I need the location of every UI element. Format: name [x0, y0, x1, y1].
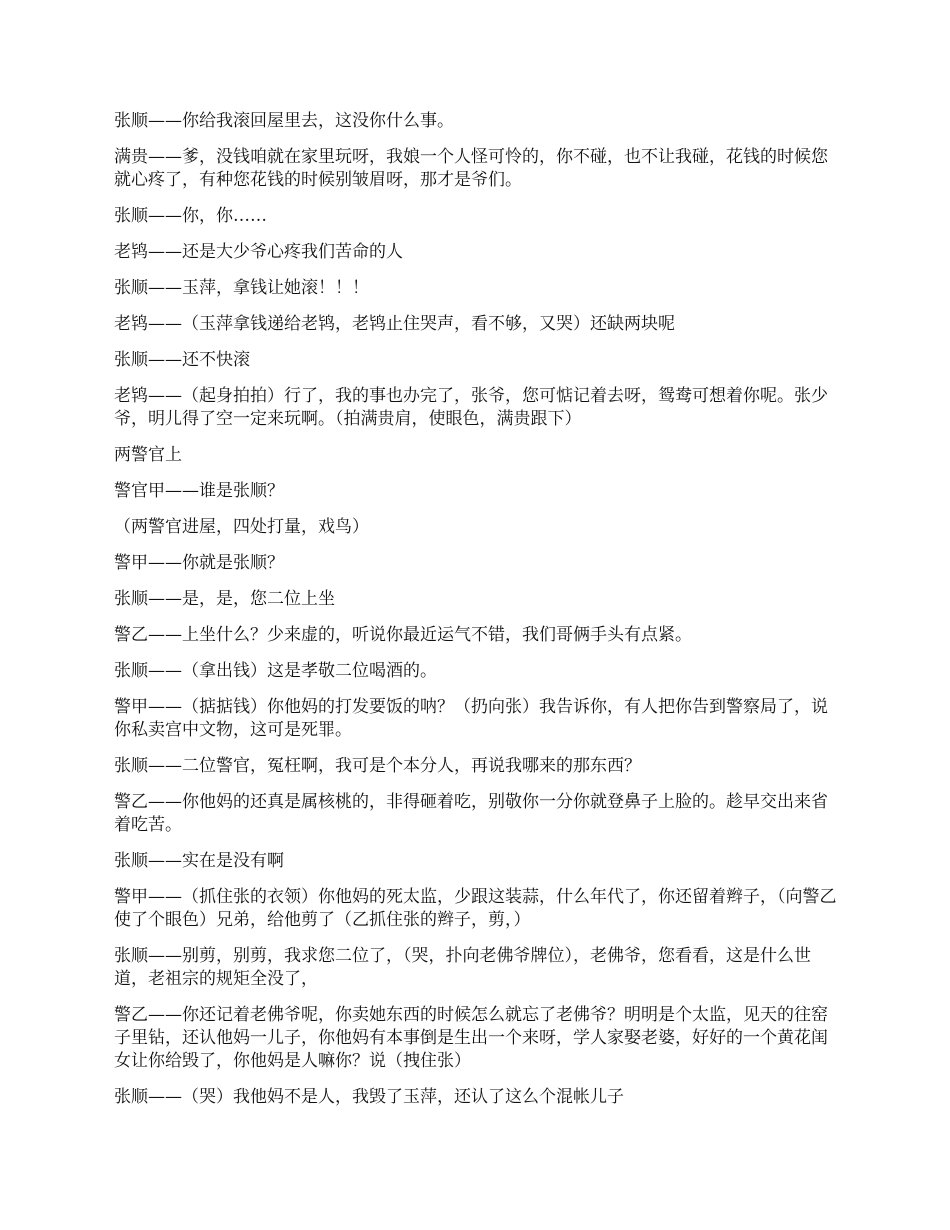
dialogue-line: 张顺——还不快滚: [114, 350, 250, 370]
stage-direction: （两警官进屋，四处打量，戏鸟）: [114, 517, 369, 537]
dialogue-line: 张顺——是，是，您二位上坐: [114, 589, 335, 609]
dialogue-line: 满贵——爹，没钱咱就在家里玩呀，我娘一个人怪可怜的，你不碰，也不让我碰，花钱的时候您就心疼了，有种您花钱的时候别皱眉呀，那才是爷们。: [114, 147, 828, 190]
dialogue-line: 警乙——你他妈的还真是属核桃的，非得砸着吃，别敬你一分你就登鼻子上脸的。趁早交出来省着吃苦。: [114, 792, 828, 835]
dialogue-line: 张顺——你，你……: [114, 206, 267, 226]
dialogue-line: 警甲——（掂掂钱）你他妈的打发要饭的呐？（扔向张）我告诉你，有人把你告到警察局了，说你私卖宫中文物，这可是死罪。: [114, 697, 828, 740]
dialogue-line: 张顺——（哭）我他妈不是人，我毁了玉萍，还认了这么个混帐儿子: [114, 1087, 624, 1107]
dialogue-line: 警甲——（抓住张的衣领）你他妈的死太监，少跟这装蒜，什么年代了，你还留着辫子，（向警乙使了个眼色）兄弟，给他剪了（乙抓住张的辫子，剪，）: [114, 887, 837, 930]
dialogue-line: 警乙——上坐什么？少来虚的，听说你最近运气不错，我们哥俩手头有点紧。: [114, 625, 692, 645]
dialogue-line: 警甲——你就是张顺？: [114, 553, 284, 573]
dialogue-line: 张顺——玉萍，拿钱让她滚！！！: [114, 278, 369, 298]
stage-direction: 两警官上: [114, 445, 182, 465]
dialogue-line: 张顺——（拿出钱）这是孝敬二位喝酒的。: [114, 661, 437, 681]
dialogue-line: 老鸨——（起身拍拍）行了，我的事也办完了，张爷，您可惦记着去呀，鸳鸯可想着你呢。张少爷，明儿得了空一定来玩啊。（拍满贵肩，使眼色，满贵跟下）: [114, 386, 828, 429]
dialogue-line: 警乙——你还记着老佛爷呢，你卖她东西的时候怎么就忘了老佛爷？明明是个太监，见天的往窑子里钻，还认他妈一儿子，你他妈有本事倒是生出一个来呀，学人家娶老婆，好好的一个黄花闺女让你给毁了，你他妈是人嘛你？说（拽住张）: [114, 1005, 828, 1071]
dialogue-line: 张顺——实在是没有啊: [114, 851, 284, 871]
dialogue-line: 老鸨——还是大少爷心疼我们苦命的人: [114, 242, 403, 262]
dialogue-line: 老鸨——（玉萍拿钱递给老鸨，老鸨止住哭声，看不够，又哭）还缺两块呢: [114, 314, 675, 334]
dialogue-line: 张顺——二位警官，冤枉啊，我可是个本分人，再说我哪来的那东西？: [114, 756, 641, 776]
dialogue-line: 张顺——别剪，别剪，我求您二位了，（哭，扑向老佛爷牌位），老佛爷，您看看，这是什么世道，老祖宗的规矩全没了，: [114, 946, 811, 989]
dialogue-line: 张顺——你给我滚回屋里去，这没你什么事。: [114, 111, 454, 131]
script-body: [114, 110, 838, 1122]
dialogue-line: 警官甲——谁是张顺？: [114, 481, 284, 501]
